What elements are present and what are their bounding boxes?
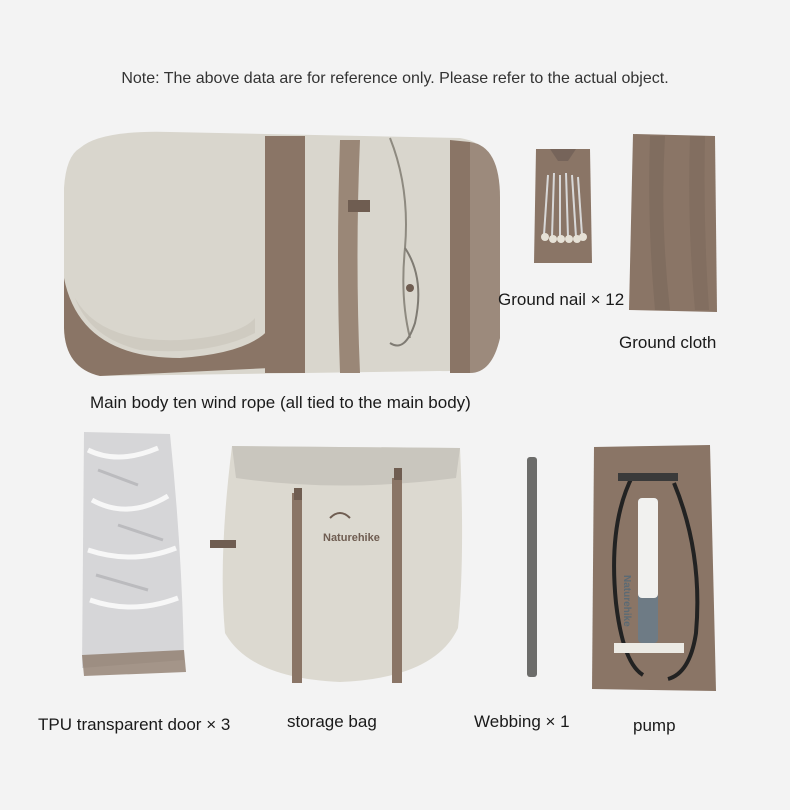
reference-note: Note: The above data are for reference only. Please refer to the actual object. xyxy=(121,70,669,87)
pump-image xyxy=(588,443,723,693)
tpu-door-image xyxy=(78,430,193,680)
ground-nail-image xyxy=(530,145,595,270)
storage-bag-label: storage bag xyxy=(287,712,377,731)
webbing-label: Webbing × 1 xyxy=(474,712,570,731)
main-body-image xyxy=(60,128,510,378)
storage-bag-brand: Naturehike xyxy=(323,532,380,544)
pump-label: pump xyxy=(633,716,676,735)
ground-cloth-image xyxy=(625,132,720,317)
ground-cloth-label: Ground cloth xyxy=(619,333,717,352)
storage-bag-image xyxy=(210,438,470,688)
main-body-label: Main body ten wind rope (all tied to the main body) xyxy=(90,393,471,412)
webbing-image xyxy=(523,455,543,680)
tpu-door-label: TPU transparent door × 3 xyxy=(38,715,231,734)
ground-nail-label: Ground nail × 12 xyxy=(498,290,625,309)
pump-brand: Naturehike xyxy=(621,575,632,627)
